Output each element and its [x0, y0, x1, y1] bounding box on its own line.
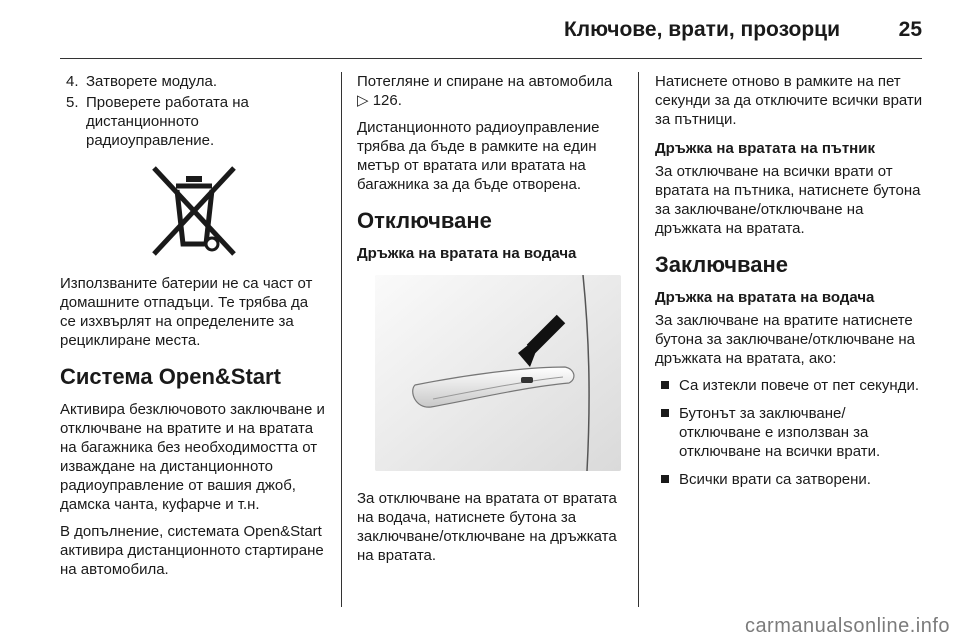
paragraph: В допълнение, системата Open&Start активира дистанционното стартиране на автомобила.: [60, 523, 324, 578]
list-item: Бутонът за заключване/отключване е използван за отключване на всички врати.: [655, 404, 925, 461]
recycle-bin-symbol: [60, 164, 328, 258]
list-item: Са изтекли повече от пет секунди.: [655, 376, 925, 395]
paragraph: За отключване на всички врати от вратата на пътника, натиснете бутона за заключване/отключване на дръжката на вратата.: [655, 163, 921, 237]
bullet-square-icon: [661, 475, 669, 483]
paragraph: Дистанционното радиоуправление трябва да бъде в рамките на един метър от вратата или вратата на багажника за да бъде отворена.: [357, 119, 600, 193]
paragraph: За отключване на вратата от вратата на водача, натиснете бутона за заключване/отключване на дръжката на вратата.: [357, 490, 617, 564]
section-title: Система Open&Start: [60, 364, 281, 389]
section-title: Отключване: [357, 208, 492, 233]
column-divider: [638, 72, 639, 607]
bullet-square-icon: [661, 381, 669, 389]
subsection-title: Дръжка на вратата на водача: [655, 289, 875, 306]
paragraph: За заключване на вратите натиснете бутона за заключване/отключване на дръжката на вратата, ако:: [655, 312, 916, 367]
bullet-square-icon: [661, 409, 669, 417]
door-handle-illustration: [375, 275, 621, 471]
list-item: Всички врати са затворени.: [655, 470, 925, 489]
header-divider: [60, 58, 922, 59]
steps-list: [60, 72, 328, 150]
section-title: Заключване: [655, 252, 788, 277]
column-divider: [341, 72, 342, 607]
page-title: Ключове, врати, прозорци: [563, 18, 840, 41]
paragraph: Натиснете отново в рамките на пет секунди за да отключите всички врати за пътници.: [655, 73, 923, 128]
column-1: [60, 72, 328, 587]
column-3: [655, 72, 925, 498]
watermark: carmanualsonline.info: [744, 615, 950, 637]
paragraph: Потегляне и спиране на автомобила ▷ 126.: [357, 73, 613, 109]
list-item: 4. Затворете модула.: [66, 73, 217, 90]
column-2: [357, 72, 627, 573]
subsection-title: Дръжка на вратата на водача: [357, 245, 577, 262]
page-header: [60, 16, 922, 56]
conditions-list: [655, 376, 925, 489]
recycle-text: Използваните батерии не са част от домашните отпадъци. Те трябва да се изхвърлят на определените за рециклиране места.: [60, 275, 313, 349]
crossed-bin-icon: [146, 164, 242, 258]
subsection-title: Дръжка на вратата на пътник: [655, 140, 875, 157]
page-number: 25: [898, 18, 922, 41]
list-item: 5. Проверете работата на дистанционното радиоуправление.: [66, 94, 249, 149]
door-handle-photo: [375, 275, 621, 471]
paragraph: Активира безключовото заключване и отключване на вратите и на вратата на багажника без необходимостта от изваждане на дистанционното радиоуправление от вашия джоб, дамска чанта, куфарче и т.н.: [60, 401, 325, 513]
